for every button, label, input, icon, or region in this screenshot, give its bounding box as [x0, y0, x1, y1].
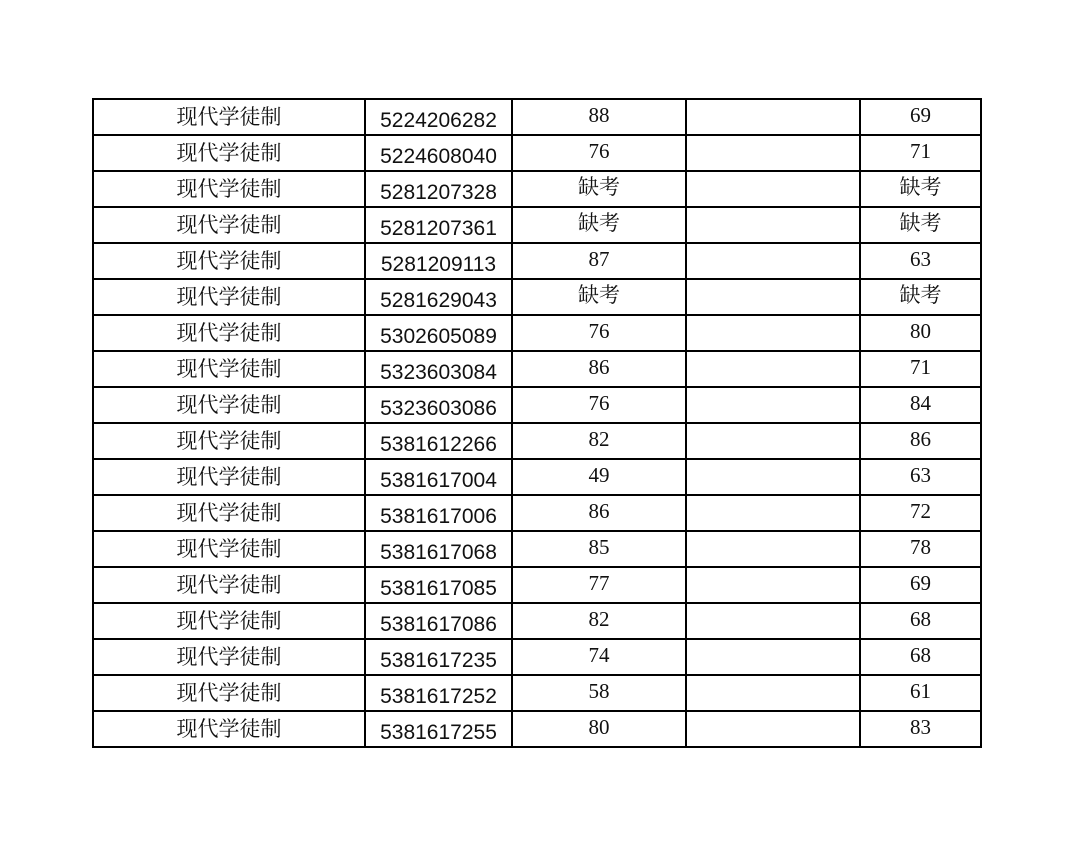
student-id-cell	[365, 459, 512, 495]
student-id-cell	[365, 711, 512, 747]
program-type-cell: 现代学徒制	[93, 567, 365, 603]
program-type-cell: 现代学徒制	[93, 459, 365, 495]
score-cell-2	[686, 243, 860, 279]
score-cell-3-text: 缺考	[899, 282, 942, 307]
score-cell-1	[512, 711, 686, 747]
score-cell-3	[860, 135, 981, 171]
score-cell-1-text: 49	[588, 462, 610, 487]
table-row	[93, 279, 981, 315]
score-cell-3-text: 83	[910, 714, 931, 739]
score-cell-1	[512, 567, 686, 603]
student-id-cell	[365, 207, 512, 243]
score-cell-1	[512, 171, 686, 207]
score-cell-3-text: 缺考	[899, 174, 942, 199]
score-cell-2	[686, 351, 860, 387]
program-type-cell: 现代学徒制	[93, 603, 365, 639]
student-id-cell	[365, 279, 512, 315]
table-row	[93, 243, 981, 279]
table-row	[93, 639, 981, 675]
score-cell-1-text: 76	[588, 318, 610, 343]
score-cell-3-text: 63	[910, 246, 931, 271]
student-id-cell-text: 5381617068	[380, 540, 497, 564]
student-id-cell	[365, 531, 512, 567]
table-row	[93, 423, 981, 459]
score-cell-2	[686, 279, 860, 315]
score-cell-1	[512, 279, 686, 315]
score-cell-3	[860, 495, 981, 531]
student-id-cell	[365, 135, 512, 171]
program-type-cell: 现代学徒制	[93, 243, 365, 279]
score-cell-1	[512, 99, 686, 135]
score-cell-3	[860, 531, 981, 567]
score-cell-1-text: 85	[588, 534, 610, 559]
score-cell-1	[512, 639, 686, 675]
student-id-cell	[365, 243, 512, 279]
table-row	[93, 675, 981, 711]
score-cell-3	[860, 171, 981, 207]
score-cell-1-text: 76	[588, 138, 610, 163]
score-cell-3-text: 缺考	[899, 210, 942, 235]
score-cell-2	[686, 603, 860, 639]
score-cell-3	[860, 351, 981, 387]
score-cell-2	[686, 207, 860, 243]
score-cell-1-text: 88	[588, 102, 610, 127]
score-cell-3	[860, 243, 981, 279]
student-id-cell	[365, 351, 512, 387]
score-cell-3-text: 72	[910, 498, 931, 523]
student-id-cell-text: 5381617255	[380, 720, 497, 744]
student-id-cell-text: 5281207328	[380, 180, 497, 204]
score-cell-1	[512, 135, 686, 171]
score-cell-1-text: 86	[588, 354, 610, 379]
student-id-cell-text: 5281207361	[380, 216, 497, 240]
score-cell-2	[686, 675, 860, 711]
program-type-cell: 现代学徒制	[93, 351, 365, 387]
score-cell-1-text: 86	[588, 498, 610, 523]
table-row	[93, 567, 981, 603]
score-cell-3	[860, 711, 981, 747]
program-type-cell: 现代学徒制	[93, 531, 365, 567]
student-id-cell	[365, 603, 512, 639]
score-cell-1-text: 82	[588, 426, 610, 451]
score-cell-2	[686, 495, 860, 531]
score-cell-3	[860, 279, 981, 315]
score-table	[92, 98, 982, 748]
score-cell-1	[512, 423, 686, 459]
program-type-cell: 现代学徒制	[93, 171, 365, 207]
program-type-cell: 现代学徒制	[93, 639, 365, 675]
score-cell-3	[860, 675, 981, 711]
score-cell-3	[860, 603, 981, 639]
score-cell-3-text: 68	[910, 606, 931, 631]
score-cell-2	[686, 531, 860, 567]
student-id-cell	[365, 675, 512, 711]
table-row	[93, 387, 981, 423]
score-cell-3-text: 84	[910, 390, 931, 415]
table-row	[93, 603, 981, 639]
score-cell-3	[860, 387, 981, 423]
student-id-cell	[365, 639, 512, 675]
score-cell-2	[686, 315, 860, 351]
score-cell-2	[686, 135, 860, 171]
table-row	[93, 99, 981, 135]
student-id-cell-text: 5381612266	[380, 432, 497, 456]
score-cell-3-text: 80	[910, 318, 931, 343]
student-id-cell-text: 5381617006	[380, 504, 497, 528]
program-type-cell: 现代学徒制	[93, 207, 365, 243]
score-cell-2	[686, 567, 860, 603]
score-cell-3	[860, 315, 981, 351]
score-cell-3-text: 69	[910, 102, 931, 127]
score-cell-1	[512, 387, 686, 423]
score-cell-3	[860, 459, 981, 495]
program-type-cell: 现代学徒制	[93, 387, 365, 423]
score-cell-3	[860, 639, 981, 675]
table-row	[93, 171, 981, 207]
score-cell-3	[860, 207, 981, 243]
score-cell-3-text: 69	[910, 570, 931, 595]
score-cell-1-text: 80	[588, 714, 610, 739]
program-type-cell: 现代学徒制	[93, 495, 365, 531]
table-row	[93, 531, 981, 567]
score-cell-1-text: 缺考	[578, 174, 620, 199]
student-id-cell-text: 5224608040	[380, 144, 497, 168]
score-cell-2	[686, 387, 860, 423]
program-type-cell: 现代学徒制	[93, 423, 365, 459]
table-row	[93, 711, 981, 747]
score-cell-2	[686, 459, 860, 495]
score-cell-1-text: 82	[588, 606, 610, 631]
program-type-cell: 现代学徒制	[93, 315, 365, 351]
score-cell-2	[686, 711, 860, 747]
student-id-cell-text: 5381617252	[380, 684, 497, 708]
student-id-cell	[365, 567, 512, 603]
score-cell-3	[860, 567, 981, 603]
student-id-cell-text: 5323603086	[380, 396, 497, 420]
student-id-cell-text: 5381617086	[380, 612, 497, 636]
score-table-body	[93, 99, 981, 747]
table-row	[93, 207, 981, 243]
score-cell-1	[512, 351, 686, 387]
student-id-cell-text: 5381617085	[380, 576, 497, 600]
student-id-cell	[365, 315, 512, 351]
score-cell-3-text: 71	[910, 138, 931, 163]
score-cell-2	[686, 423, 860, 459]
score-cell-3-text: 71	[910, 354, 931, 379]
score-cell-3	[860, 99, 981, 135]
table-row	[93, 315, 981, 351]
score-cell-1	[512, 315, 686, 351]
score-cell-1	[512, 603, 686, 639]
table-row	[93, 495, 981, 531]
score-cell-1-text: 缺考	[578, 282, 620, 307]
program-type-cell: 现代学徒制	[93, 99, 365, 135]
student-id-cell	[365, 387, 512, 423]
table-row	[93, 135, 981, 171]
score-cell-1	[512, 495, 686, 531]
score-cell-1	[512, 459, 686, 495]
table-row	[93, 351, 981, 387]
program-type-cell: 现代学徒制	[93, 279, 365, 315]
score-cell-2	[686, 171, 860, 207]
student-id-cell-text: 5281629043	[380, 288, 497, 312]
score-cell-3	[860, 423, 981, 459]
score-cell-2	[686, 639, 860, 675]
table-row	[93, 459, 981, 495]
student-id-cell	[365, 495, 512, 531]
student-id-cell-text: 5224206282	[380, 108, 497, 132]
score-cell-3-text: 78	[910, 534, 931, 559]
score-cell-1	[512, 243, 686, 279]
program-type-cell: 现代学徒制	[93, 711, 365, 747]
student-id-cell	[365, 99, 512, 135]
student-id-cell-text: 5381617235	[380, 648, 497, 672]
student-id-cell-text: 5323603084	[380, 360, 497, 384]
score-cell-1-text: 58	[588, 678, 610, 703]
score-cell-1	[512, 531, 686, 567]
score-cell-3-text: 61	[910, 678, 931, 703]
student-id-cell-text: 5302605089	[380, 324, 497, 348]
student-id-cell-text: 5381617004	[380, 468, 497, 492]
score-cell-1	[512, 207, 686, 243]
program-type-cell: 现代学徒制	[93, 135, 365, 171]
score-cell-1	[512, 675, 686, 711]
score-cell-2	[686, 99, 860, 135]
student-id-cell	[365, 423, 512, 459]
score-cell-3-text: 68	[910, 642, 931, 667]
score-cell-3-text: 86	[910, 426, 931, 451]
score-cell-1-text: 76	[588, 390, 610, 415]
student-id-cell-text: 5281209113	[380, 252, 497, 276]
score-cell-1-text: 缺考	[578, 210, 620, 235]
student-id-cell	[365, 171, 512, 207]
score-cell-1-text: 87	[588, 246, 610, 271]
score-cell-1-text: 74	[588, 642, 610, 667]
score-cell-1-text: 77	[588, 570, 610, 595]
program-type-cell: 现代学徒制	[93, 675, 365, 711]
score-cell-3-text: 63	[910, 462, 931, 487]
